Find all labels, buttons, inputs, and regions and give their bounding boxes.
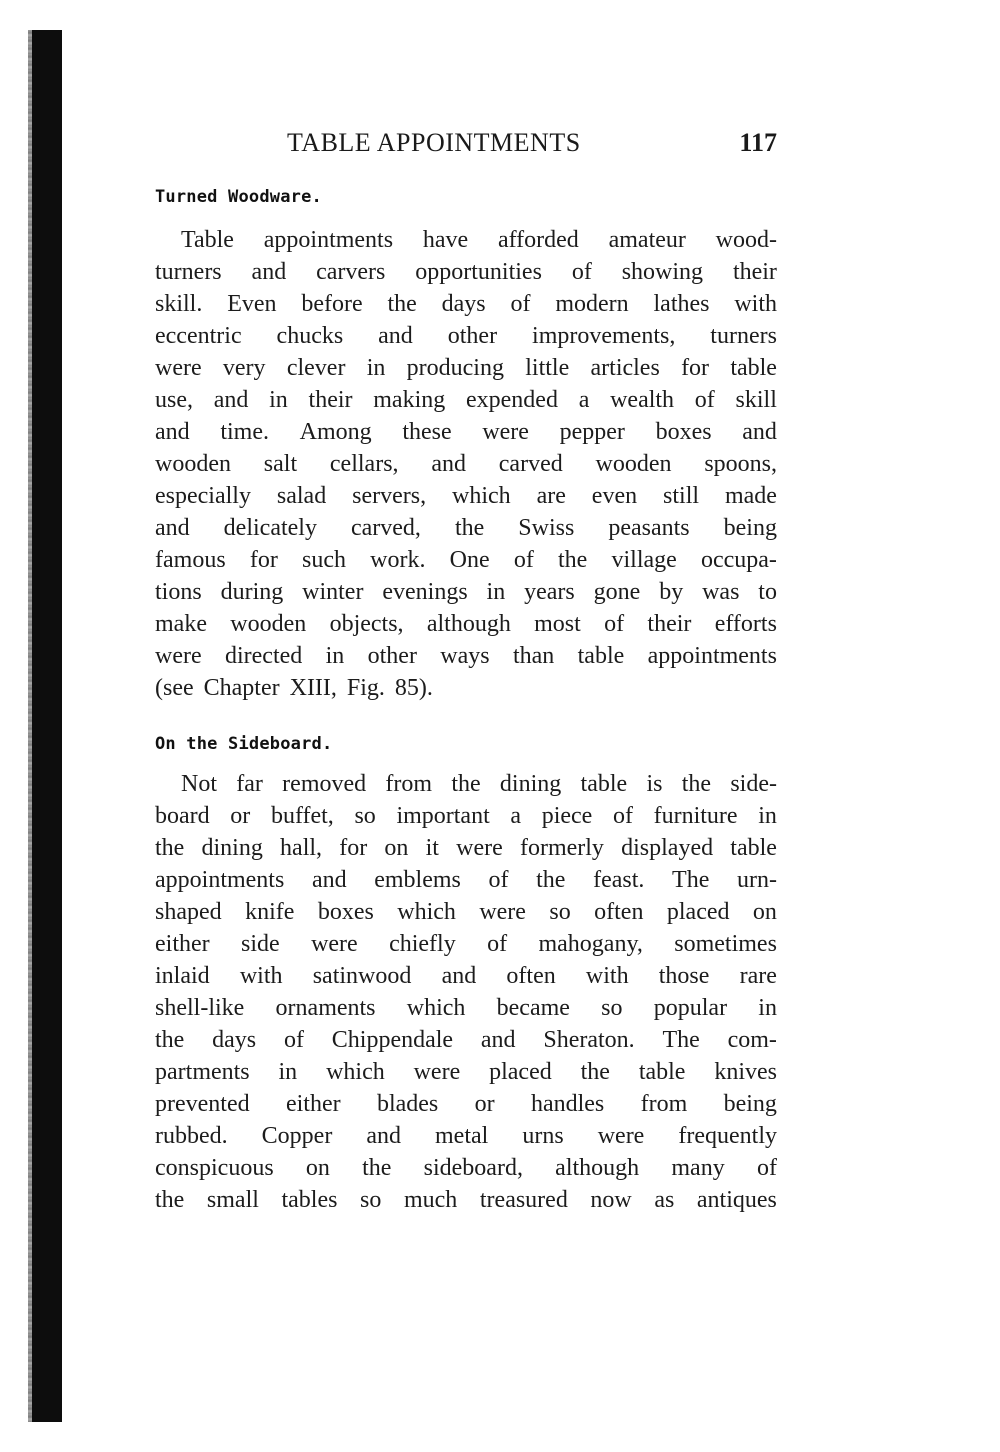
text-line: use, and in their making expended a wealth of skill	[155, 387, 777, 413]
book-binding-shadow	[32, 30, 62, 1422]
text-line: especially salad servers, which are even still made	[155, 483, 777, 509]
text-line: the days of Chippendale and Sheraton. The com-	[155, 1027, 777, 1053]
text-line: inlaid with satinwood and often with those rare	[155, 963, 777, 989]
text-line: were directed in other ways than table appointments	[155, 643, 777, 669]
text-line: shell-like ornaments which became so popular in	[155, 995, 777, 1021]
page-header	[155, 128, 777, 162]
text-line: make wooden objects, although most of their efforts	[155, 611, 777, 637]
text-line: tions during winter evenings in years gone by was to	[155, 579, 777, 605]
text-line: famous for such work. One of the village occupa-	[155, 547, 777, 573]
text-line: either side were chiefly of mahogany, sometimes	[155, 931, 777, 957]
text-line: and time. Among these were pepper boxes and	[155, 419, 777, 445]
section-heading-on-the-sideboard: On the Sideboard.	[155, 734, 333, 754]
text-line: appointments and emblems of the feast. The urn-	[155, 867, 777, 893]
text-line: turners and carvers opportunities of showing their	[155, 259, 777, 285]
text-line: eccentric chucks and other improvements, turners	[155, 323, 777, 349]
text-line: partments in which were placed the table knives	[155, 1059, 777, 1085]
paragraph-on-the-sideboard	[155, 768, 777, 1216]
text-line: the dining hall, for on it were formerly displayed table	[155, 835, 777, 861]
text-line: Table appointments have afforded amateur wood-	[181, 227, 777, 253]
text-line: board or buffet, so important a piece of furniture in	[155, 803, 777, 829]
text-line: and delicately carved, the Swiss peasants being	[155, 515, 777, 541]
text-line: skill. Even before the days of modern lathes with	[155, 291, 777, 317]
section-heading-turned-woodware: Turned Woodware.	[155, 187, 322, 207]
text-line: Not far removed from the dining table is the side-	[181, 771, 777, 797]
text-line: shaped knife boxes which were so often placed on	[155, 899, 777, 925]
text-line: rubbed. Copper and metal urns were frequently	[155, 1123, 777, 1149]
text-line: prevented either blades or handles from being	[155, 1091, 777, 1117]
page-number: 117	[739, 128, 777, 157]
running-title: TABLE APPOINTMENTS	[287, 128, 581, 157]
text-line: the small tables so much treasured now as antiques	[155, 1187, 777, 1213]
text-line: wooden salt cellars, and carved wooden spoons,	[155, 451, 777, 477]
text-line: conspicuous on the sideboard, although many of	[155, 1155, 777, 1181]
text-line: were very clever in producing little articles for table	[155, 355, 777, 381]
paragraph-turned-woodware	[155, 224, 777, 704]
text-line: (see Chapter XIII, Fig. 85).	[155, 675, 433, 701]
